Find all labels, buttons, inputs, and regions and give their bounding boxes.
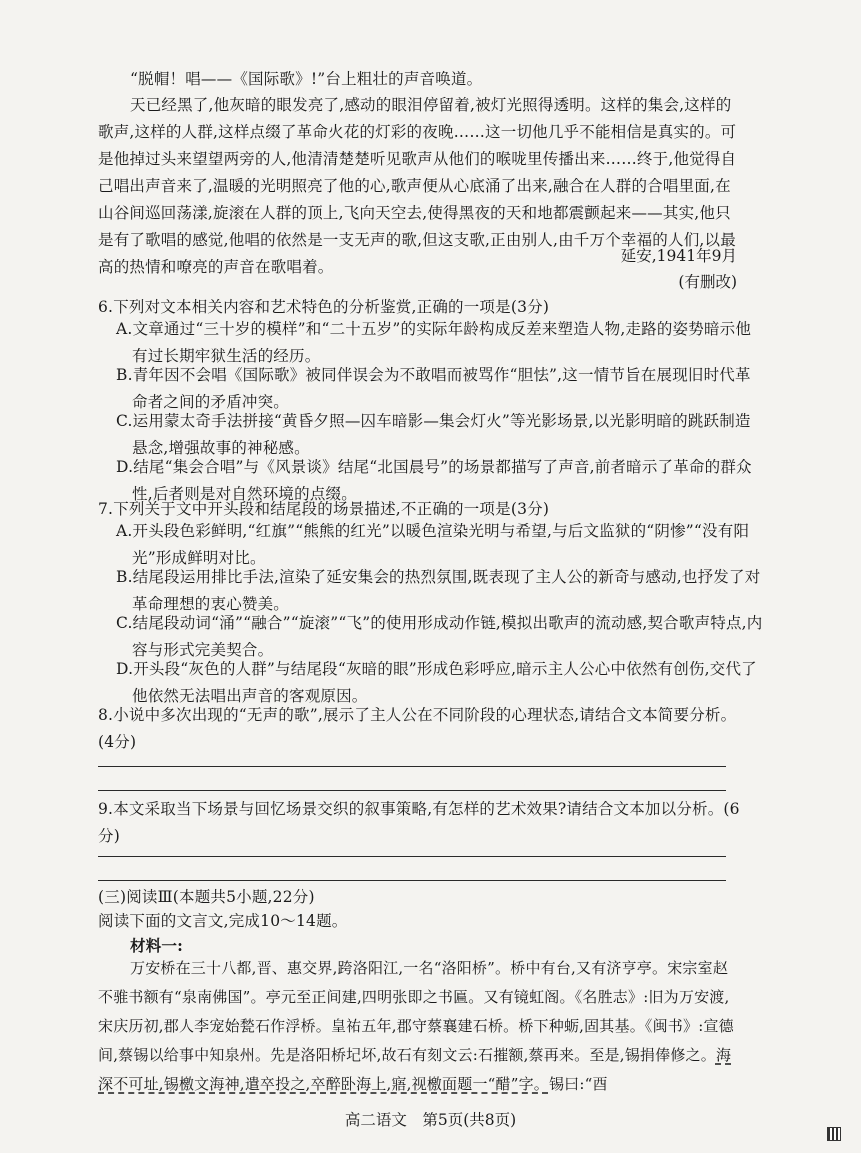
question-7-stem: 7.下列关于文中开头段和结尾段的场景描述,不正确的一项是(3分) (98, 500, 550, 518)
classical-text-main: 万安桥在三十八都,晋、惠交界,跨洛阳江,一名“洛阳桥”。桥中有台,又有济亨亭。宋宗室赵不骓书额有“泉南佛国”。亭元至正间建,四明张即之书匾。又有镜虹阁。《名胜志》:旧为万安渡,宋庆历初,郡人李宠始甃石作浮桥。皇祐五年,郡守蔡襄建石桥。桥下种蛎,固其基。《闽书》:宣德间,蔡锡以给事中知泉州。先是洛阳桥圮坏,故石有刻文云:石摧额,蔡再来。至是,锡捐俸修之。 (98, 959, 734, 1064)
question-6-option-b: B.青年因不会唱《国际歌》被同伴误会为不敢唱而被骂作“胆怯”,这一情节旨在展现旧时代革命者之间的矛盾冲突。 (116, 366, 751, 411)
page-footer: 高二语文 第5页(共8页) (344, 1111, 517, 1129)
section-3-heading: (三)阅读Ⅲ(本题共5小题,22分) (98, 888, 315, 906)
material-title: 材料一: (130, 936, 184, 955)
question-7-option-c: C.结尾段动词“涌”“融合”“旋滚”“飞”的使用形成动作链,模拟出歌声的流动感,契合歌声特点,内容与形式完美契合。 (116, 614, 763, 659)
section-3-instruction: 阅读下面的文言文,完成10～14题。 (98, 912, 348, 930)
story-quote: “脱帽！唱——《国际歌》!”台上粗壮的声音唤道。 (130, 70, 483, 88)
question-6-stem: 6.下列对文本相关内容和艺术特色的分析鉴赏,正确的一项是(3分) (98, 298, 550, 316)
classical-text (98, 954, 740, 1099)
classical-text-tail: 锡曰:“酉 (548, 1075, 608, 1093)
question-6-option-a: A.文章通过“三十岁的模样”和“二十五岁”的实际年龄构成反差来塑造人物,走路的姿势暗示他有过长期牢狱生活的经历。 (116, 320, 752, 365)
question-6-option-c: C.运用蒙太奇手法拼接“黄昏夕照—囚车暗影—集会灯火”等光影场景,以光影明暗的跳跃制造悬念,增强故事的神秘感。 (116, 412, 751, 457)
answer-line[interactable] (98, 766, 726, 767)
answer-line[interactable] (98, 790, 726, 791)
question-6-option-d: D.结尾“集会合唱”与《风景谈》结尾“北国晨号”的场景都描写了声音,前者暗示了革命的群众性,后者则是对自然环境的点缀。 (116, 458, 752, 503)
story-note: (有删改) (678, 273, 737, 291)
question-7-option-d: D.开头段“灰色的人群”与结尾段“灰暗的眼”形成色彩呼应,暗示主人公心中依然有创伤,交代了他依然无法唱出声音的客观原因。 (116, 660, 757, 705)
question-7-option-b: B.结尾段运用排比手法,渲染了延安集会的热烈氛围,既表现了主人公的新奇与感动,也抒发了对革命理想的衷心赞美。 (116, 568, 761, 613)
answer-line[interactable] (98, 880, 726, 881)
story-place-date: 延安,1941年9月 (620, 247, 737, 265)
question-7-option-a: A.开头段色彩鲜明,“红旗”“熊熊的红光”以暖色渲染光明与希望,与后文监狱的“阴惨”“没有阳光”形成鲜明对比。 (116, 522, 750, 567)
question-8-stem: 8.小说中多次出现的“无声的歌”,展示了主人公在不同阶段的心理状态,请结合文本简要分析。(4分) (98, 706, 737, 751)
story-paragraph: 天已经黑了,他灰暗的眼发亮了,感动的眼泪停留着,被灯光照得透明。这样的集会,这样的歌声,这样的人群,这样点缀了革命火花的灯彩的夜晚……这一切他几乎不能相信是真实的。可是他掉过头来望望两旁的人,他清清楚楚听见歌声从他们的喉咙里传播出来……终于,他觉得自己唱出声音来了,温暖的光明照亮了他的心,歌声便从心底涌了出来,融合在人群的合唱里面,在山谷间巡回荡漾,旋滚在人群的顶上,飞向天空去,使得黑夜的天和地都震颤起来——其实,他只是有了歌唱的感觉,他唱的依然是一支无声的歌,但这支歌,正由别人,由千万个幸福的人们,以最高的热情和嘹亮的声音在歌唱着。 (98, 96, 737, 276)
question-9-stem: 9.本文采取当下场景与回忆场景交织的叙事策略,有怎样的艺术效果?请结合文本加以分析。(6分) (98, 800, 740, 845)
qr-code-icon (827, 1127, 841, 1141)
answer-line[interactable] (98, 856, 726, 857)
classical-text-underlined: 海深不可址,锡檄文海神,遣卒投之,卒醉卧海上,寤,视檄面题一“醋”字。 (98, 1046, 732, 1093)
